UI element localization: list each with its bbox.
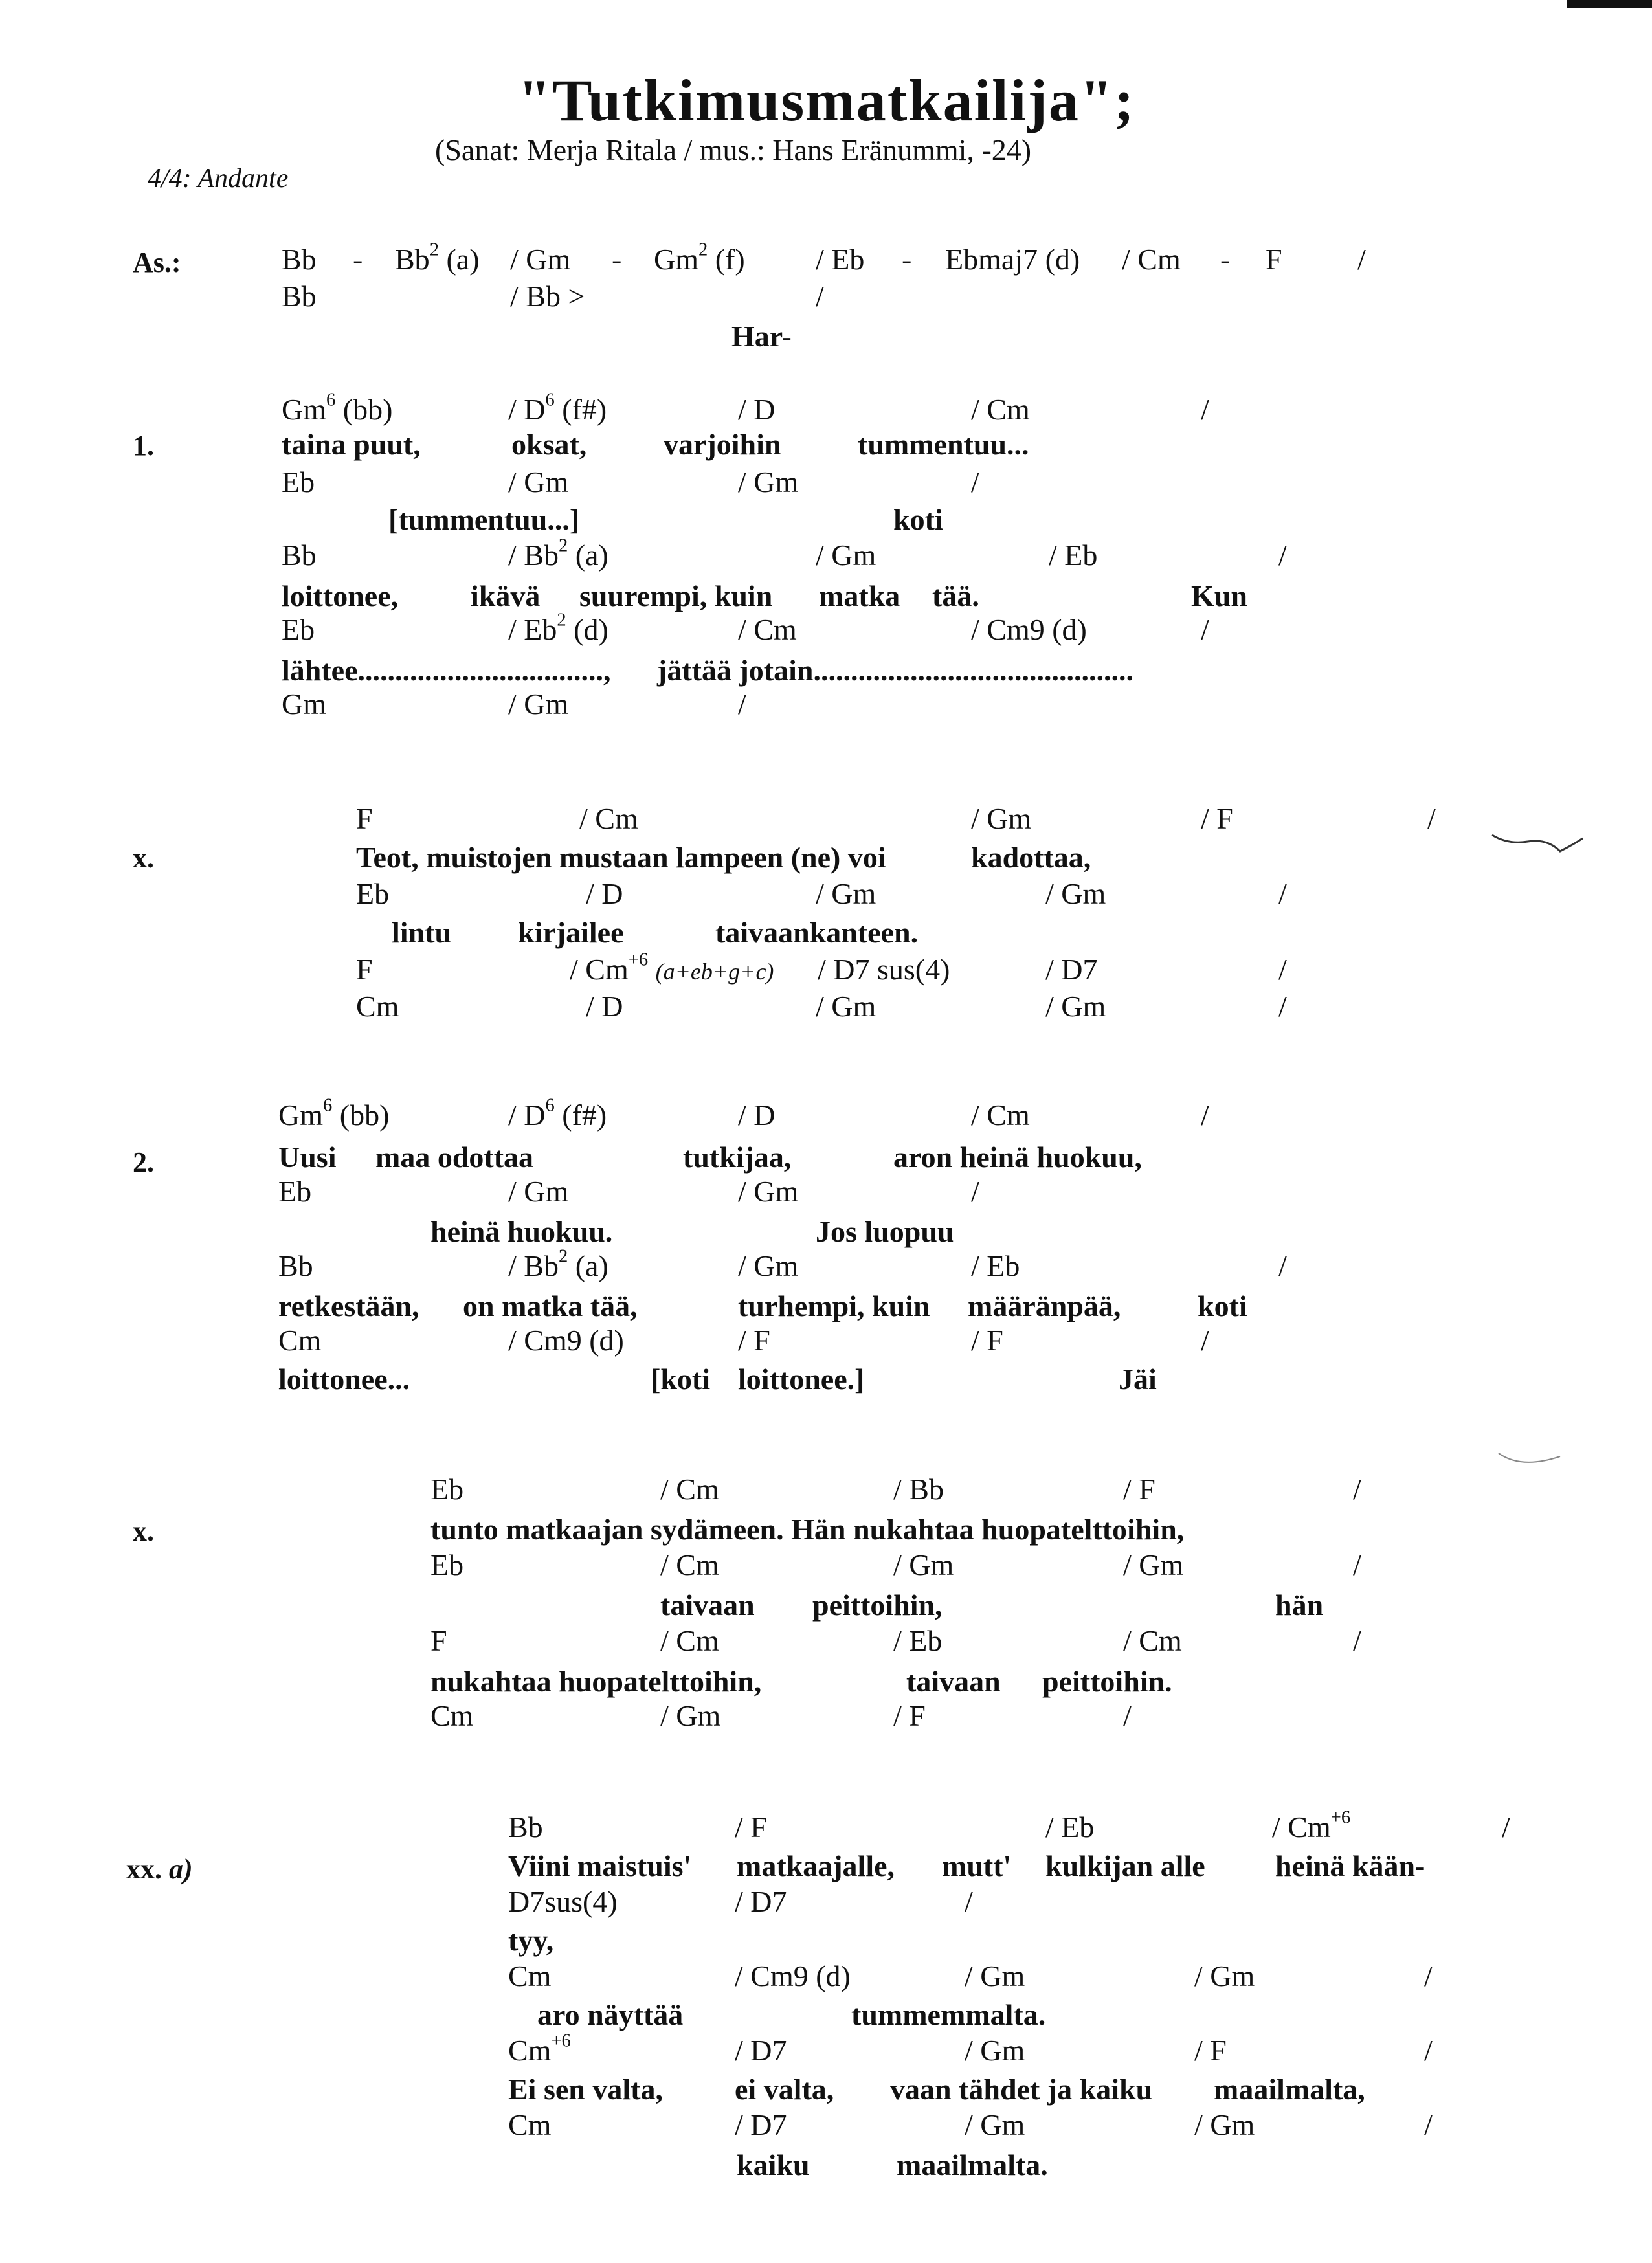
chord: / Cm (660, 1624, 719, 1657)
chord: / D (738, 1098, 776, 1132)
chord: / F (1201, 802, 1233, 835)
song-credits: (Sanat: Merja Ritala / mus.: Hans Eränummi, -24) (435, 133, 1032, 166)
chord: / $D^6$ (f#) (508, 390, 607, 426)
chord: / Gm (508, 465, 569, 498)
chord-annotation: (a+eb+g+c) (655, 959, 774, 985)
song-title: "Tutkimusmatkailija"; (518, 67, 1135, 133)
lyric: ikävä (471, 579, 541, 612)
chord: Eb (430, 1473, 464, 1506)
lyric: Teot, muistojen mustaan lampeen (ne) voi (356, 841, 886, 874)
chord: / Gm (965, 2108, 1025, 2141)
bar-line: / (1427, 802, 1436, 835)
chord: / Cm (660, 1548, 719, 1581)
chord: Eb (282, 465, 315, 498)
chord: / Gm (965, 2034, 1025, 2067)
lyric: määränpää, (968, 1289, 1121, 1322)
lyric: tyy, (508, 1924, 554, 1957)
bar-line: / (1278, 877, 1287, 910)
chord: / $Cm^{+6}$ (a+eb+g+c) (570, 950, 774, 986)
lyric: loittonee... (278, 1363, 410, 1396)
lyric: lähtee................................., (282, 654, 611, 687)
lyric: nukahtaa huopatelttoihin, (430, 1665, 762, 1698)
chord: / Cm (971, 393, 1030, 426)
chord: Cm (508, 2108, 552, 2141)
lyric: tää. (932, 579, 979, 612)
chord: Cm (356, 990, 399, 1023)
lyric: hän (1275, 1589, 1324, 1622)
chord: / Gm (971, 802, 1032, 835)
chord: / F (1123, 1473, 1155, 1506)
lyric: taivaankanteen. (715, 916, 919, 949)
chord: / D7 (735, 1885, 787, 1918)
bar-line: / (1353, 1624, 1361, 1657)
chord: Cm (508, 1959, 552, 1992)
bar-line: / (1123, 1699, 1132, 1732)
lyric: varjoihin (664, 428, 781, 461)
chord: / D7 (735, 2108, 787, 2141)
chord: / Eb (1045, 1811, 1095, 1844)
lyric: jättää jotain........................................... (657, 654, 1133, 687)
bar-line: / (1353, 1473, 1361, 1506)
bar-line: / (1357, 243, 1366, 276)
chord: Bb (508, 1811, 543, 1844)
chord: / Gm (508, 687, 569, 720)
chord: / Eb (1049, 539, 1098, 572)
chorus-2-label: x. (133, 1515, 154, 1547)
chord: / Gm (510, 243, 571, 276)
chord: / F (1194, 2034, 1227, 2067)
lyric: tummemmalta. (851, 1998, 1046, 2031)
chord: / Gm (816, 990, 876, 1023)
lyric: on matka tää, (463, 1289, 638, 1322)
chord: / Bb (893, 1473, 944, 1506)
chord: / Gm (965, 1959, 1025, 1992)
chord-dash: - (1220, 243, 1231, 276)
lyric: ei valta, (735, 2073, 834, 2106)
chord: / F (893, 1699, 926, 1732)
chord: / Gm (738, 1175, 799, 1208)
chord: / D (586, 877, 623, 910)
lyric: Jos luopuu (816, 1215, 954, 1248)
lyric: oksat, (511, 428, 587, 461)
chord-dash: - (612, 243, 622, 276)
chord-dash: - (902, 243, 912, 276)
bar-line: / (1424, 2108, 1433, 2141)
pencil-mark (1495, 1444, 1567, 1476)
chord: Gm$^6$ (bb) (282, 390, 393, 426)
lyric: kirjailee (518, 916, 624, 949)
pencil-mark (1489, 822, 1586, 861)
chord: / Gm (508, 1175, 569, 1208)
chord: / Eb (816, 243, 865, 276)
bar-line: / (1278, 539, 1287, 572)
chord: Gm (282, 687, 326, 720)
lyric: heinä kään- (1275, 1849, 1425, 1882)
chord: / Cm (738, 613, 797, 646)
chord: / Gm (816, 539, 876, 572)
chord: Eb (430, 1548, 464, 1581)
bar-line: / (1201, 613, 1209, 646)
lyric: koti (893, 503, 943, 536)
chord: / Gm (1045, 990, 1106, 1023)
lyric: Har- (731, 320, 792, 353)
chord: / Gm (738, 465, 799, 498)
bar-line: / (1278, 953, 1287, 986)
lyric: Ei sen valta, (508, 2073, 663, 2106)
chord: F (430, 1624, 447, 1657)
chord: / Gm (1123, 1548, 1184, 1581)
lyric: kaiku (737, 2148, 810, 2181)
chord: / D (738, 393, 776, 426)
lyric: [tummentuu...] (388, 503, 580, 536)
lyric: koti (1198, 1289, 1247, 1322)
lyric: taivaan (906, 1665, 1001, 1698)
lyric: peittoihin. (1042, 1665, 1172, 1698)
chord: / Gm (893, 1548, 954, 1581)
scan-edge-mark (1567, 0, 1652, 8)
chord: / D7 (1045, 953, 1098, 986)
chord: Bb$^2$ (a) (395, 240, 480, 276)
lyric: vaan tähdet ja kaiku (890, 2073, 1153, 2106)
lyric: maailmalta. (897, 2148, 1048, 2181)
chord: / Cm (579, 802, 638, 835)
chorus-1-label: x. (133, 842, 154, 874)
chord: / Cm (971, 1098, 1030, 1132)
chord: Eb (282, 613, 315, 646)
lyric: aro näyttää (537, 1998, 684, 2031)
chord: / Eb$^2$ (d) (508, 610, 608, 646)
verse-1-label: 1. (133, 430, 154, 462)
chord: / Cm (1122, 243, 1181, 276)
lyric: Jäi (1119, 1363, 1157, 1396)
chord: Eb (356, 877, 390, 910)
chord: / Gm (816, 877, 876, 910)
chord: / Cm9 (d) (735, 1959, 851, 1992)
chord: / Cm (660, 1473, 719, 1506)
lyric: taivaan (660, 1589, 755, 1622)
chord: / Gm (1045, 877, 1106, 910)
bar-line: / (738, 687, 746, 720)
chord: Ebmaj7 (d) (945, 243, 1080, 276)
lyric: retkestään, (278, 1289, 419, 1322)
lyric: lintu (392, 916, 452, 949)
chord: Bb (282, 539, 317, 572)
chord: D7sus(4) (508, 1885, 618, 1918)
lyric: matka (819, 579, 900, 612)
chord: / D7 (735, 2034, 787, 2067)
lyric: tunto matkaajan sydämeen. Hän nukahtaa huopatelttoihin, (430, 1513, 1185, 1546)
chord: / F (735, 1811, 767, 1844)
chord: / Bb > (510, 280, 585, 313)
bar-line: / (1424, 2034, 1433, 2067)
chord: Bb (282, 280, 317, 313)
chord: / Gm (738, 1249, 799, 1282)
tempo-marking: 4/4: Andante (148, 164, 289, 194)
chord: / Eb (893, 1624, 943, 1657)
lyric: peittoihin, (812, 1589, 943, 1622)
bar-line: / (971, 465, 979, 498)
lyric: Viini maistuis' (508, 1849, 692, 1882)
lyric: mutt' (942, 1849, 1012, 1882)
bar-line: / (1278, 990, 1287, 1023)
chord: / Bb$^2$ (a) (508, 535, 608, 572)
chord: / Bb$^2$ (a) (508, 1246, 608, 1282)
outro-label: xx. a) (126, 1853, 193, 1885)
lyric: tutkijaa, (683, 1141, 792, 1174)
lyric: Kun (1191, 579, 1247, 612)
lyric: maa odottaa (375, 1141, 534, 1174)
lyric: taina puut, (282, 428, 421, 461)
lyric: matkaajalle, (737, 1849, 895, 1882)
bar-line: / (965, 1885, 973, 1918)
verse-2-label: 2. (133, 1146, 154, 1178)
bar-line: / (1201, 393, 1209, 426)
chord: / D7 sus(4) (818, 953, 950, 986)
chord: Gm$^2$ (f) (654, 240, 745, 276)
chord: / Gm (1194, 1959, 1255, 1992)
chord: Cm (430, 1699, 474, 1732)
lyric: suurempi, kuin (579, 579, 773, 612)
bar-line: / (1201, 1324, 1209, 1357)
lyric: kulkijan alle (1045, 1849, 1205, 1882)
chord: / $Cm^{+6}$ (1272, 1807, 1351, 1844)
chord: / Gm (660, 1699, 721, 1732)
bar-line: / (1502, 1811, 1510, 1844)
chord: $Cm^{+6}$ (508, 2031, 571, 2067)
chord: / Cm9 (d) (971, 613, 1087, 646)
chord: F (356, 802, 373, 835)
chord: / Cm (1123, 1624, 1182, 1657)
bar-line: / (1201, 1098, 1209, 1132)
chord: F (356, 953, 373, 986)
chord: Gm$^6$ (bb) (278, 1095, 390, 1132)
lyric: maailmalta, (1214, 2073, 1365, 2106)
bar-line: / (1424, 1959, 1433, 1992)
bar-line: / (816, 280, 824, 313)
lyric: turhempi, kuin (738, 1289, 930, 1322)
lyric: kadottaa, (971, 841, 1091, 874)
lyric: Uusi (278, 1141, 337, 1174)
lyric: loittonee.] (738, 1363, 865, 1396)
chord: / $D^6$ (f#) (508, 1095, 607, 1132)
bar-line: / (971, 1175, 979, 1208)
chord: Cm (278, 1324, 322, 1357)
chord: Bb (282, 243, 317, 276)
chord-dash: - (353, 243, 363, 276)
lyric: loittonee, (282, 579, 399, 612)
bar-line: / (1353, 1548, 1361, 1581)
chord: / F (971, 1324, 1003, 1357)
lyric: heinä huokuu. (430, 1215, 613, 1248)
chord: / Cm9 (d) (508, 1324, 624, 1357)
intro-label: As.: (133, 247, 181, 278)
chord: / Eb (971, 1249, 1020, 1282)
lyric: [koti (651, 1363, 710, 1396)
lyric: tummentuu... (858, 428, 1029, 461)
chord: / Gm (1194, 2108, 1255, 2141)
lyric: aron heinä huokuu, (893, 1141, 1142, 1174)
chord: / D (586, 990, 623, 1023)
chord: / F (738, 1324, 770, 1357)
chord: F (1266, 243, 1282, 276)
chord: Eb (278, 1175, 312, 1208)
bar-line: / (1278, 1249, 1287, 1282)
chord: Bb (278, 1249, 313, 1282)
